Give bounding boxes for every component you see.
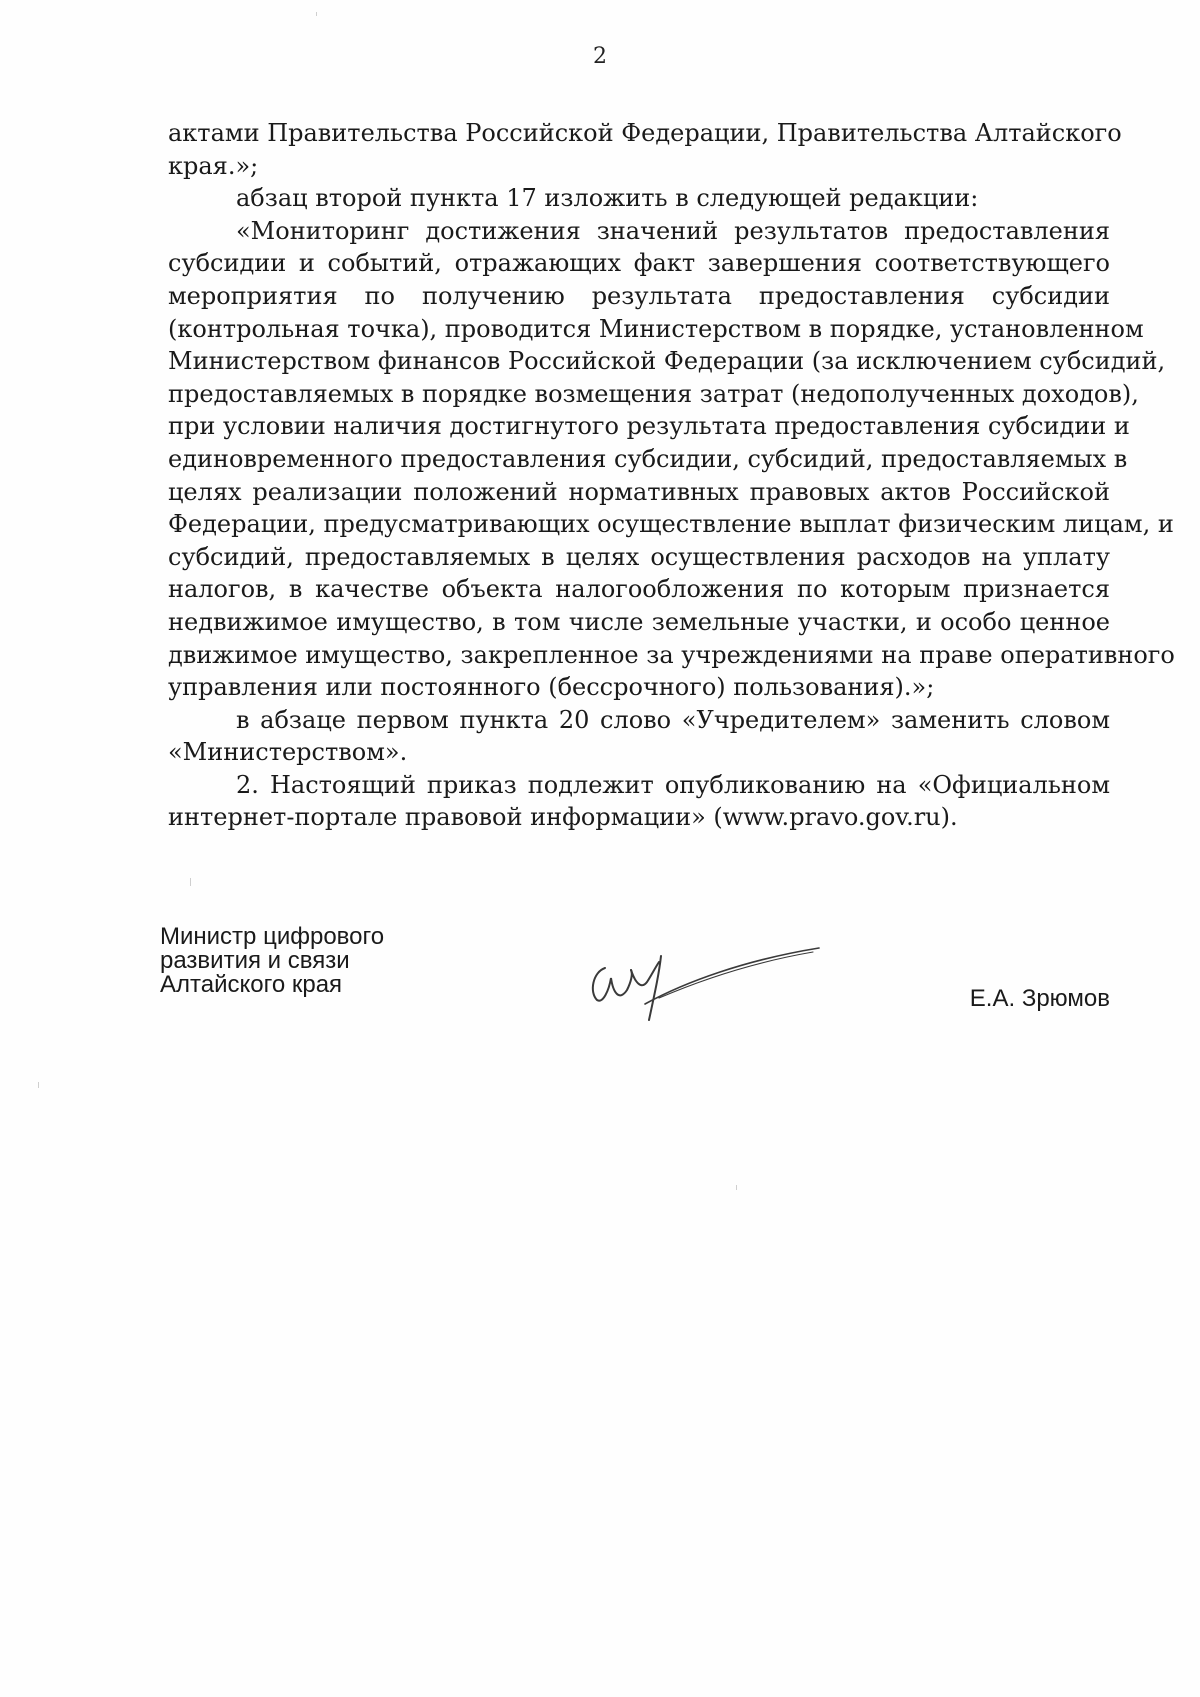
body-line: актами Правительства Российской Федерации, Правительства Алтайского [168,119,1122,147]
signer-title-line: Алтайского края [160,971,343,998]
body-line: налогов, в качестве объекта налогообложения по которым признается [168,575,1110,604]
body-line: (контрольная точка), проводится Министерством в порядке, установленном [168,314,1144,343]
body-line: управления или постоянного (бессрочного) пользования).»; [168,673,935,702]
signature-stroke [649,956,661,1020]
signature-stroke [659,952,813,998]
scan-speck [736,1185,737,1190]
body-line: абзац второй пункта 17 изложить в следующей редакции: [236,184,979,213]
body-line: в абзаце первом пункта 20 слово «Учредителем» заменить словом [236,705,1110,734]
signature-stroke [645,948,819,1004]
body-line: мероприятия по получению результата предоставления субсидии [168,281,1110,310]
body-line: недвижимое имущество, в том числе земельные участки, и особо ценное [168,607,1110,636]
page-number: 2 [593,44,607,69]
body-line: при условии наличия достигнутого результата предоставления субсидии и [168,412,1130,441]
body-line: «Министерством». [168,738,408,767]
scan-speck [190,878,191,886]
scan-speck [316,12,317,16]
body-line: субсидии и событий, отражающих факт завершения соответствующего [168,249,1110,278]
document-body [168,117,1175,834]
handwritten-signature [575,930,835,1025]
signature-stroke [631,962,659,985]
body-line: «Мониторинг достижения значений результатов предоставления [236,216,1110,245]
body-line: интернет-портале правовой информации» (www.pravo.gov.ru). [168,803,958,832]
scan-speck [38,1082,39,1088]
body-line: Федерации, предусматривающих осуществление выплат физическим лицам, и [168,510,1174,539]
signer-title-line: развития и связи [160,947,350,974]
signature-stroke [593,968,632,1001]
body-line: предоставляемых в порядке возмещения затрат (недополученных доходов), [168,379,1139,408]
body-line: движимое имущество, закрепленное за учреждениями на праве оперативного [168,640,1175,669]
signer-title [160,925,384,997]
body-line: 2. Настоящий приказ подлежит опубликованию на «Официальном [236,770,1110,799]
signer-title-line: Министр цифрового [160,923,385,950]
signer-name: Е.А. Зрюмов [969,985,1110,1012]
body-line: Министерством финансов Российской Федерации (за исключением субсидий, [168,347,1166,376]
body-line: субсидий, предоставляемых в целях осуществления расходов на уплату [168,542,1110,571]
signature-block [0,925,1200,1045]
body-line: края.»; [168,151,259,180]
body-line: целях реализации положений нормативных правовых актов Российской [168,477,1110,506]
body-line: единовременного предоставления субсидии, субсидий, предоставляемых в [168,444,1128,473]
